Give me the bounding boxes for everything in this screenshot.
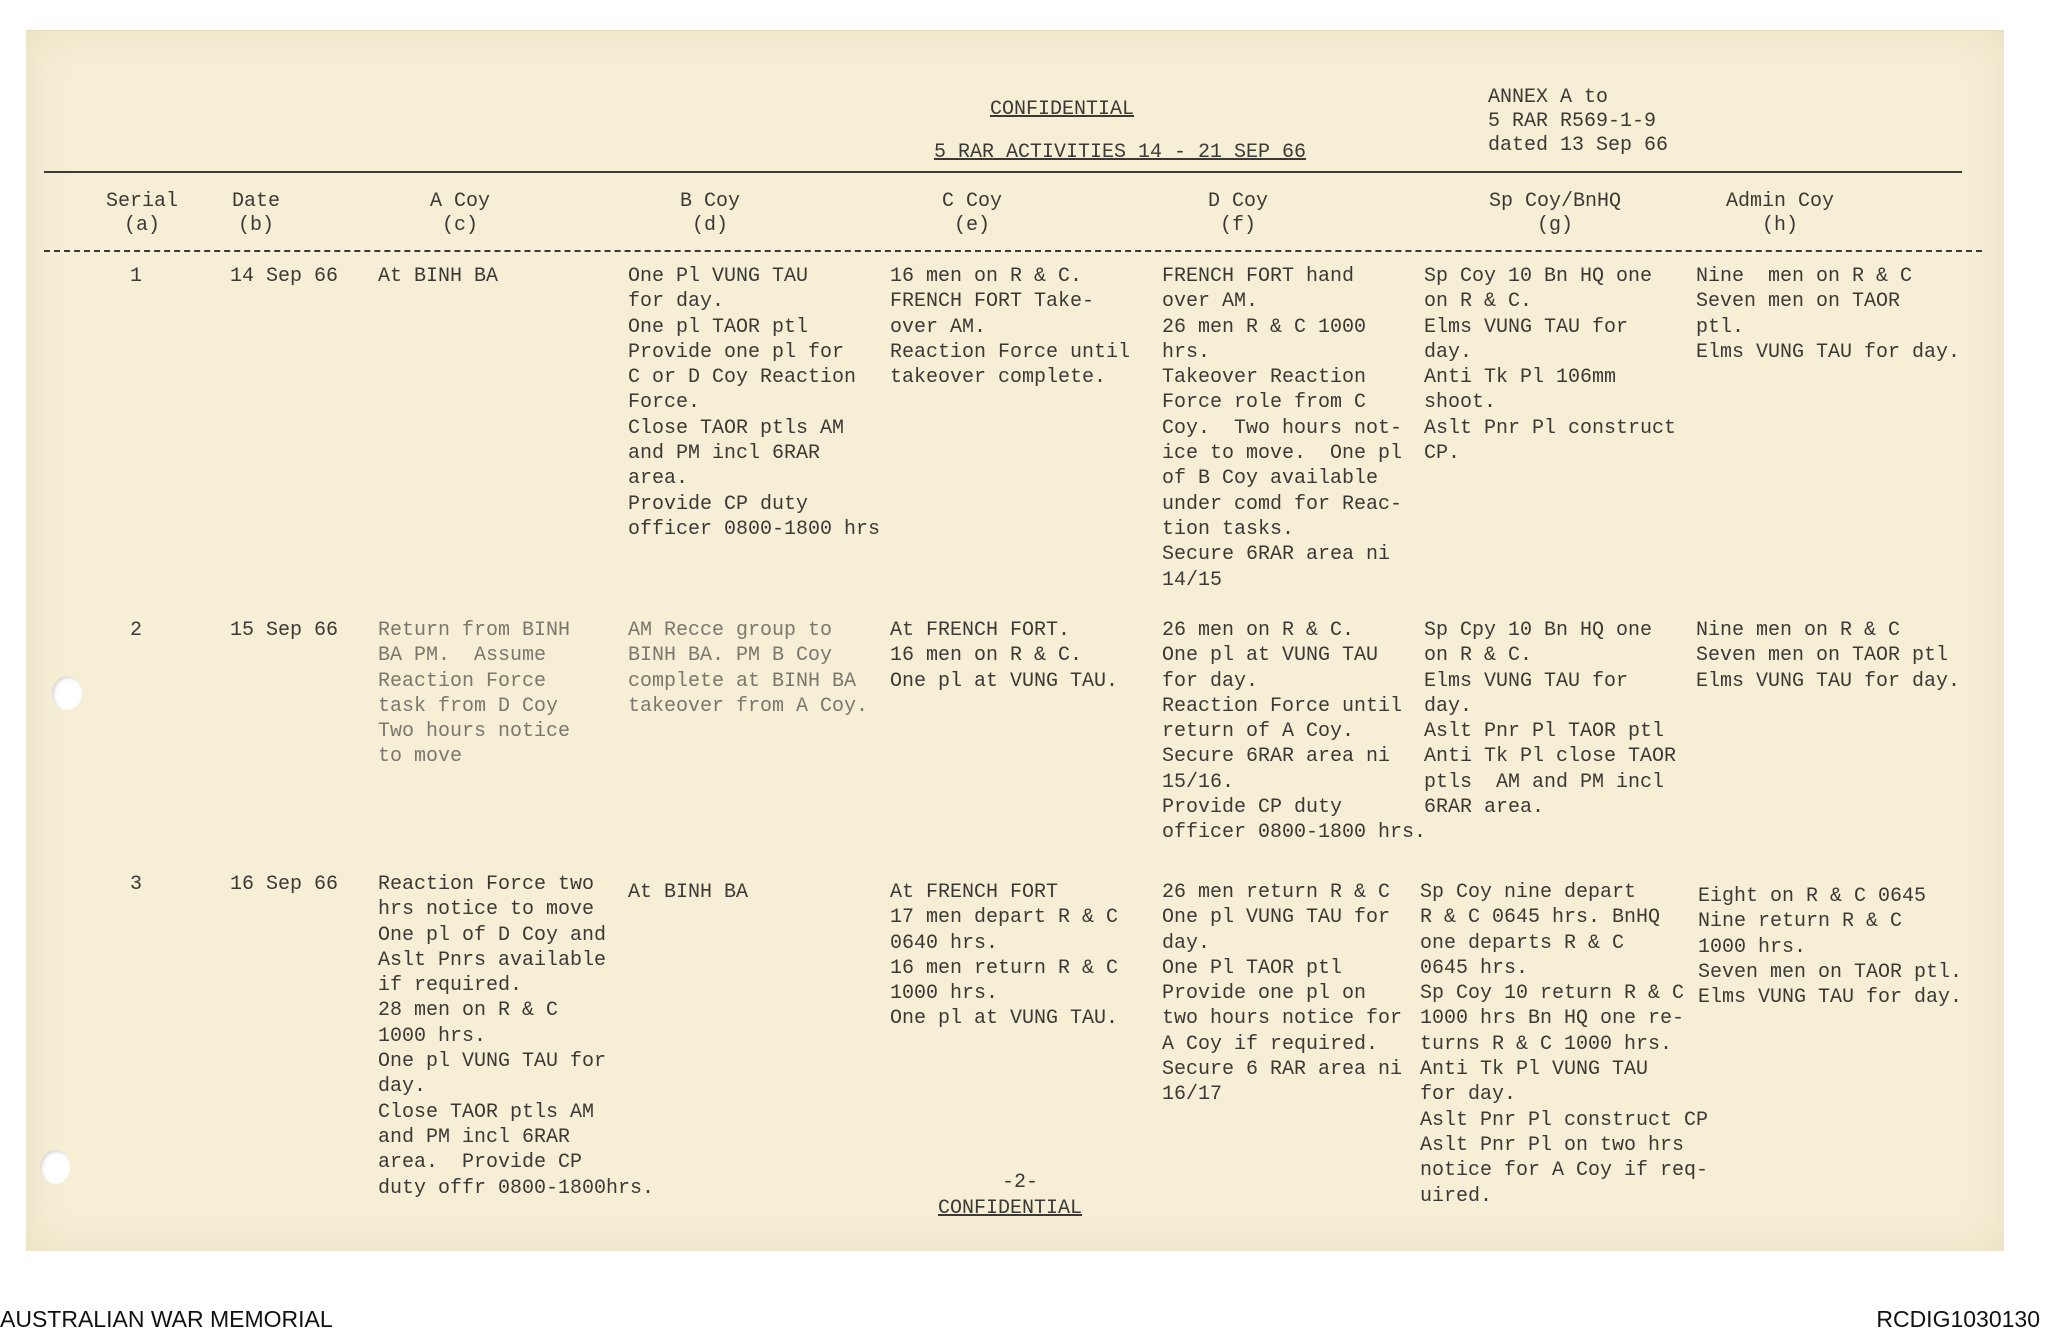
cell-d-coy: 26 men on R & C. One pl at VUNG TAU for day. Reaction Force until return of A Coy. Secure 6RAR area ni 15/16. Provide CP duty officer 0800-1800 hrs. bbox=[1162, 619, 1427, 845]
header-date: Date (b) bbox=[231, 190, 280, 237]
cell-c-coy: At FRENCH FORT. 16 men on R & C. One pl at VUNG TAU. bbox=[890, 619, 1119, 693]
header-rule-bottom bbox=[44, 250, 1982, 252]
cell-sp-coy: Sp Coy 10 Bn HQ one on R & C. Elms VUNG TAU for day. Anti Tk Pl 106mm shoot. Aslt Pnr Pl construct CP. bbox=[1424, 265, 1677, 466]
cell-a-coy: At BINH BA bbox=[378, 265, 499, 288]
cell-b-coy: AM Recce group to BINH BA. PM B Coy complete at BINH BA takeover from A Coy. bbox=[628, 619, 869, 718]
cell-d-coy: 26 men return R & C One pl VUNG TAU for day. One Pl TAOR ptl Provide one pl on two hours notice for A Coy if required. Secure 6 RAR area ni 16/17 bbox=[1162, 881, 1403, 1107]
cell-a-coy: Reaction Force two hrs notice to move One pl of D Coy and Aslt Pnrs available if required. 28 men on R & C 1000 hrs. One pl VUNG TAU for day. Close TAOR ptls AM and PM incl 6RAR area. Provide CP duty offr 0800-1800hrs. bbox=[378, 873, 655, 1200]
cell-admin-coy: Nine men on R & C Seven men on TAOR ptl. Elms VUNG TAU for day. bbox=[1696, 265, 1961, 364]
classification-bottom: CONFIDENTIAL bbox=[938, 1197, 1083, 1220]
cell-d-coy: FRENCH FORT hand over AM. 26 men R & C 1000 hrs. Takeover Reaction Force role from C Coy. Two hours not- ice to move. One pl of B Coy available under comd for Reac- tion tasks. Secure 6RAR area ni 14/15 bbox=[1162, 265, 1403, 592]
punch-hole bbox=[52, 676, 82, 710]
header-rule-top bbox=[44, 171, 1962, 173]
cell-serial: 1 bbox=[130, 265, 143, 288]
header-a-coy: A Coy (c) bbox=[429, 190, 490, 237]
cell-c-coy: At FRENCH FORT 17 men depart R & C 0640 hrs. 16 men return R & C 1000 hrs. One pl at VUNG TAU. bbox=[890, 881, 1119, 1031]
annex-reference bbox=[1488, 86, 1668, 158]
cell-admin-coy: Eight on R & C 0645 Nine return R & C 1000 hrs. Seven men on TAOR ptl. Elms VUNG TAU for day. bbox=[1698, 885, 1963, 1010]
header-admin-coy: Admin Coy (h) bbox=[1725, 190, 1835, 237]
archive-caption-right: RCDIG1030130 bbox=[1876, 1306, 2040, 1332]
cell-serial: 2 bbox=[130, 619, 143, 642]
annex-line: 5 RAR R569-1-9 bbox=[1488, 110, 1657, 133]
cell-b-coy: One Pl VUNG TAU for day. One pl TAOR ptl Provide one pl for C or D Coy Reaction Force. Close TAOR ptls AM and PM incl 6RAR area. Provide CP duty officer 0800-1800 hrs bbox=[628, 265, 881, 541]
cell-sp-coy: Sp Cpy 10 Bn HQ one on R & C. Elms VUNG TAU for day. Aslt Pnr Pl TAOR ptl Anti Tk Pl close TAOR ptls AM and PM incl 6RAR area. bbox=[1424, 619, 1677, 820]
page-number: -2- bbox=[1002, 1171, 1039, 1194]
cell-date: 16 Sep 66 bbox=[230, 873, 339, 896]
annex-line: ANNEX A to bbox=[1488, 86, 1609, 109]
cell-serial: 3 bbox=[130, 873, 143, 896]
annex-line: dated 13 Sep 66 bbox=[1488, 134, 1669, 157]
header-b-coy: B Coy (d) bbox=[679, 190, 740, 237]
cell-b-coy: At BINH BA bbox=[628, 881, 749, 904]
header-serial: Serial (a) bbox=[105, 190, 178, 237]
cell-admin-coy: Nine men on R & C Seven men on TAOR ptl Elms VUNG TAU for day. bbox=[1696, 619, 1961, 693]
header-d-coy: D Coy (f) bbox=[1207, 190, 1268, 237]
cell-date: 15 Sep 66 bbox=[230, 619, 339, 642]
cell-c-coy: 16 men on R & C. FRENCH FORT Take- over AM. Reaction Force until takeover complete. bbox=[890, 265, 1131, 390]
cell-sp-coy: Sp Coy nine depart R & C 0645 hrs. BnHQ one departs R & C 0645 hrs. Sp Coy 10 return R & C 1000 hrs Bn HQ one re- turns R & C 1000 hrs. Anti Tk Pl VUNG TAU for day. Aslt Pnr Pl construct CP Aslt Pnr Pl on two hrs notice for A Coy if req- uired. bbox=[1420, 881, 1709, 1208]
header-c-coy: C Coy (e) bbox=[941, 190, 1002, 237]
header-sp-coy: Sp Coy/BnHQ (g) bbox=[1488, 190, 1622, 237]
cell-a-coy: Return from BINH BA PM. Assume Reaction Force task from D Coy Two hours notice to move bbox=[378, 619, 571, 769]
classification-top: CONFIDENTIAL bbox=[990, 98, 1135, 121]
punch-hole bbox=[40, 1150, 70, 1184]
document-title: 5 RAR ACTIVITIES 14 - 21 SEP 66 bbox=[934, 141, 1307, 164]
archive-caption-left: AUSTRALIAN WAR MEMORIAL bbox=[0, 1306, 333, 1332]
cell-date: 14 Sep 66 bbox=[230, 265, 339, 288]
